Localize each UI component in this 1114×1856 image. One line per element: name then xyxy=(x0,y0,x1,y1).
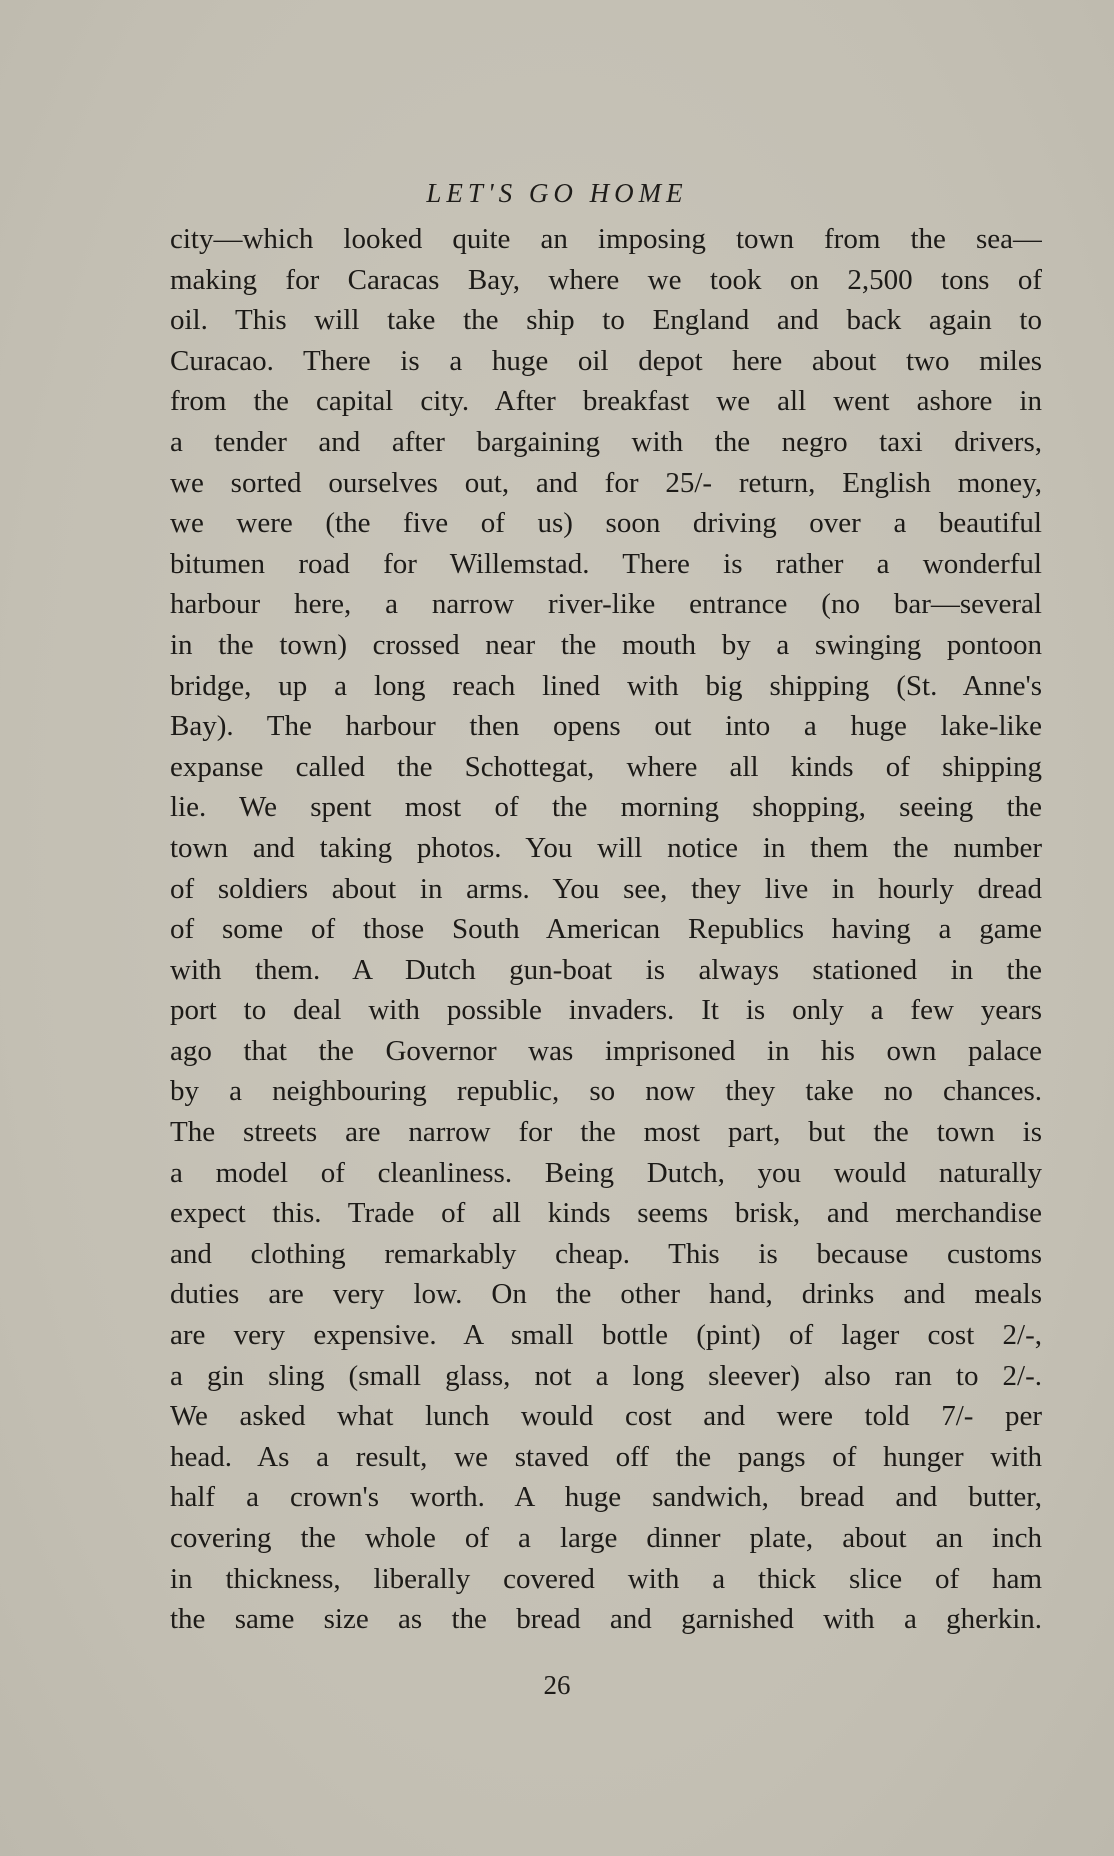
text-line: duties are very low. On the other hand, drinks and meals xyxy=(170,1278,1042,1311)
text-line: of soldiers about in arms. You see, they live in hourly dread xyxy=(170,872,1042,905)
text-line: a tender and after bargaining with the negro taxi drivers, xyxy=(170,425,1042,458)
text-line: making for Caracas Bay, where we took on 2,500 tons of xyxy=(170,263,1042,296)
text-line: oil. This will take the ship to England and back again to xyxy=(170,304,1042,337)
text-line: from the capital city. After breakfast we all went ashore in xyxy=(170,385,1042,418)
text-line: harbour here, a narrow river-like entrance (no bar—several xyxy=(170,588,1042,621)
text-line: we sorted ourselves out, and for 25/- return, English money, xyxy=(170,466,1042,499)
text-line: Bay). The harbour then opens out into a huge lake-like xyxy=(170,710,1042,743)
text-line: and clothing remarkably cheap. This is because customs xyxy=(170,1237,1042,1270)
text-line: The streets are narrow for the most part, but the town is xyxy=(170,1116,1042,1149)
page-number: 26 xyxy=(543,1670,571,1700)
body-text xyxy=(170,219,1042,1640)
text-line: a gin sling (small glass, not a long sleever) also ran to 2/-. xyxy=(170,1359,1042,1392)
text-line: head. As a result, we staved off the pangs of hunger with xyxy=(170,1440,1042,1473)
text-line: bridge, up a long reach lined with big shipping (St. Anne's xyxy=(170,669,1042,702)
text-line: expanse called the Schottegat, where all kinds of shipping xyxy=(170,750,1042,783)
text-line: expect this. Trade of all kinds seems brisk, and merchandise xyxy=(170,1197,1042,1230)
text-line: of some of those South American Republics having a game xyxy=(170,913,1042,946)
text-line: bitumen road for Willemstad. There is rather a wonderful xyxy=(170,547,1042,580)
running-head: LET'S GO HOME xyxy=(426,178,688,208)
text-line: in the town) crossed near the mouth by a swinging pontoon xyxy=(170,628,1042,661)
text-line: with them. A Dutch gun-boat is always stationed in the xyxy=(170,953,1042,986)
text-line: in thickness, liberally covered with a thick slice of ham xyxy=(170,1562,1042,1595)
text-line: port to deal with possible invaders. It is only a few years xyxy=(170,994,1042,1027)
text-line: covering the whole of a large dinner plate, about an inch xyxy=(170,1522,1042,1554)
text-line: town and taking photos. You will notice in them the number xyxy=(170,831,1042,864)
text-line: We asked what lunch would cost and were told 7/- per xyxy=(170,1400,1042,1433)
text-line: we were (the five of us) soon driving over a beautiful xyxy=(170,507,1042,540)
text-line: the same size as the bread and garnished with a gherkin. xyxy=(170,1603,1042,1636)
text-line: are very expensive. A small bottle (pint) of lager cost 2/-, xyxy=(170,1319,1042,1352)
text-line: Curacao. There is a huge oil depot here about two miles xyxy=(170,344,1042,377)
text-line: a model of cleanliness. Being Dutch, you would naturally xyxy=(170,1156,1042,1189)
text-line: lie. We spent most of the morning shopping, seeing the xyxy=(170,791,1042,824)
text-line: city—which looked quite an imposing town from the sea— xyxy=(170,223,1042,255)
text-line: half a crown's worth. A huge sandwich, bread and butter, xyxy=(170,1481,1042,1514)
text-line: ago that the Governor was imprisoned in his own palace xyxy=(170,1034,1042,1067)
text-line: by a neighbouring republic, so now they take no chances. xyxy=(170,1075,1042,1108)
